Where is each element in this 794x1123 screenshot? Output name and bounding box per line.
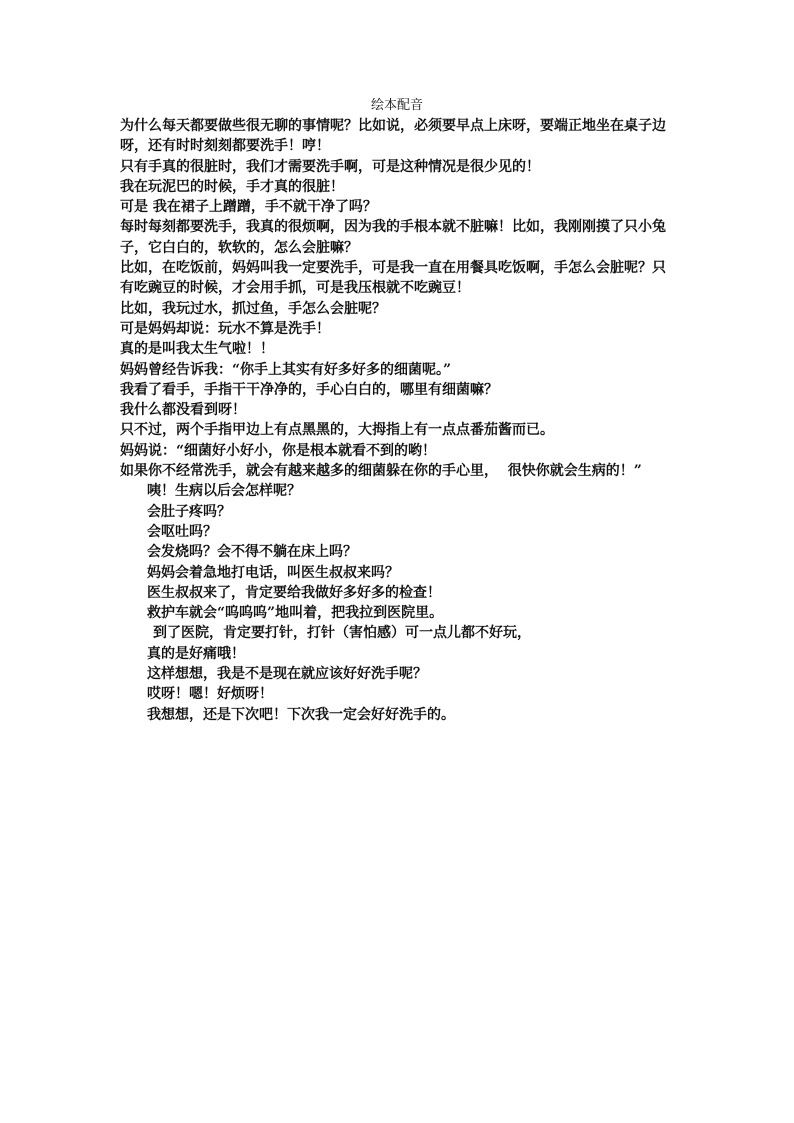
text-line: 救护车就会“呜呜呜”地叫着，把我拉到医院里。 bbox=[147, 605, 444, 622]
text-line: 会呕吐吗？ bbox=[147, 523, 217, 540]
text-line: 可是妈妈却说：玩水不算是洗手！ bbox=[120, 320, 330, 337]
text-line: 只有手真的很脏时，我们才需要洗手啊，可是这种情况是很少见的！ bbox=[120, 158, 540, 175]
text-line: 只不过，两个手指甲边上有点黑黑的，大拇指上有一点点番茄酱而已。 bbox=[120, 422, 554, 439]
text-line: 真的是叫我太生气啦！！ bbox=[120, 341, 274, 358]
text-line: 为什么每天都要做些很无聊的事情呢？比如说，必须要早点上床呀，要端正地坐在桌子边 bbox=[120, 118, 666, 134]
document-body bbox=[120, 116, 680, 725]
text-line: 如果你不经常洗手，就会有越来越多的细菌躲在你的手心里， 很快你就会生病的！” bbox=[120, 463, 642, 480]
document-title: 绘本配音 bbox=[370, 98, 423, 113]
text-line: 有吃豌豆的时候，才会用手抓，可是我压根就不吃豌豆！ bbox=[120, 280, 470, 297]
text-line: 我想想，还是下次吧！下次我一定会好好洗手的。 bbox=[147, 706, 455, 723]
text-line: 妈妈说：“细菌好小好小，你是根本就看不到的哟！ bbox=[120, 442, 437, 459]
text-line: 哎呀！嗯！好烦呀！ bbox=[147, 686, 273, 703]
text-line: 这样想想，我是不是现在就应该好好洗手呢？ bbox=[147, 666, 427, 683]
text-line: 我看了看手，手指干干净净的，手心白白的，哪里有细菌嘛？ bbox=[120, 381, 498, 398]
text-line: 到了医院，肯定要打针，打针（害怕感）可一点儿都不好玩， bbox=[153, 625, 531, 642]
text-line: 比如，在吃饭前，妈妈叫我一定要洗手，可是我一直在用餐具吃饭啊，手怎么会脏呢？只 bbox=[120, 260, 666, 277]
text-line: 我什么都没看到呀！ bbox=[120, 402, 246, 419]
text-line: 会肚子疼吗？ bbox=[147, 503, 231, 520]
text-line: 妈妈曾经告诉我：“你手上其实有好多好多的细菌呢。” bbox=[120, 361, 452, 378]
text-line: 真的是好痛哦！ bbox=[147, 645, 245, 662]
text-line: 咦！生病以后会怎样呢？ bbox=[147, 483, 301, 500]
text-line: 会发烧吗？会不得不躺在床上吗？ bbox=[147, 544, 357, 561]
text-line: 比如，我玩过水，抓过鱼，手怎么会脏呢？ bbox=[120, 300, 386, 317]
text-line: 每时每刻都要洗手，我真的很烦啊，因为我的手根本就不脏嘛！比如，我刚刚摸了只小兔 bbox=[120, 219, 666, 236]
text-line: 妈妈会着急地打电话，叫医生叔叔来吗？ bbox=[147, 564, 399, 581]
text-line: 子，它白白的，软软的，怎么会脏嘛？ bbox=[120, 239, 358, 256]
text-line: 可是 我在裙子上蹭蹭，手不就干净了吗？ bbox=[120, 199, 377, 216]
text-line: 我在玩泥巴的时候，手才真的很脏！ bbox=[120, 178, 344, 195]
text-line: 呀，还有时时刻刻都要洗手！哼！ bbox=[120, 138, 330, 155]
text-line: 医生叔叔来了，肯定要给我做好多好多的检查！ bbox=[147, 584, 441, 601]
